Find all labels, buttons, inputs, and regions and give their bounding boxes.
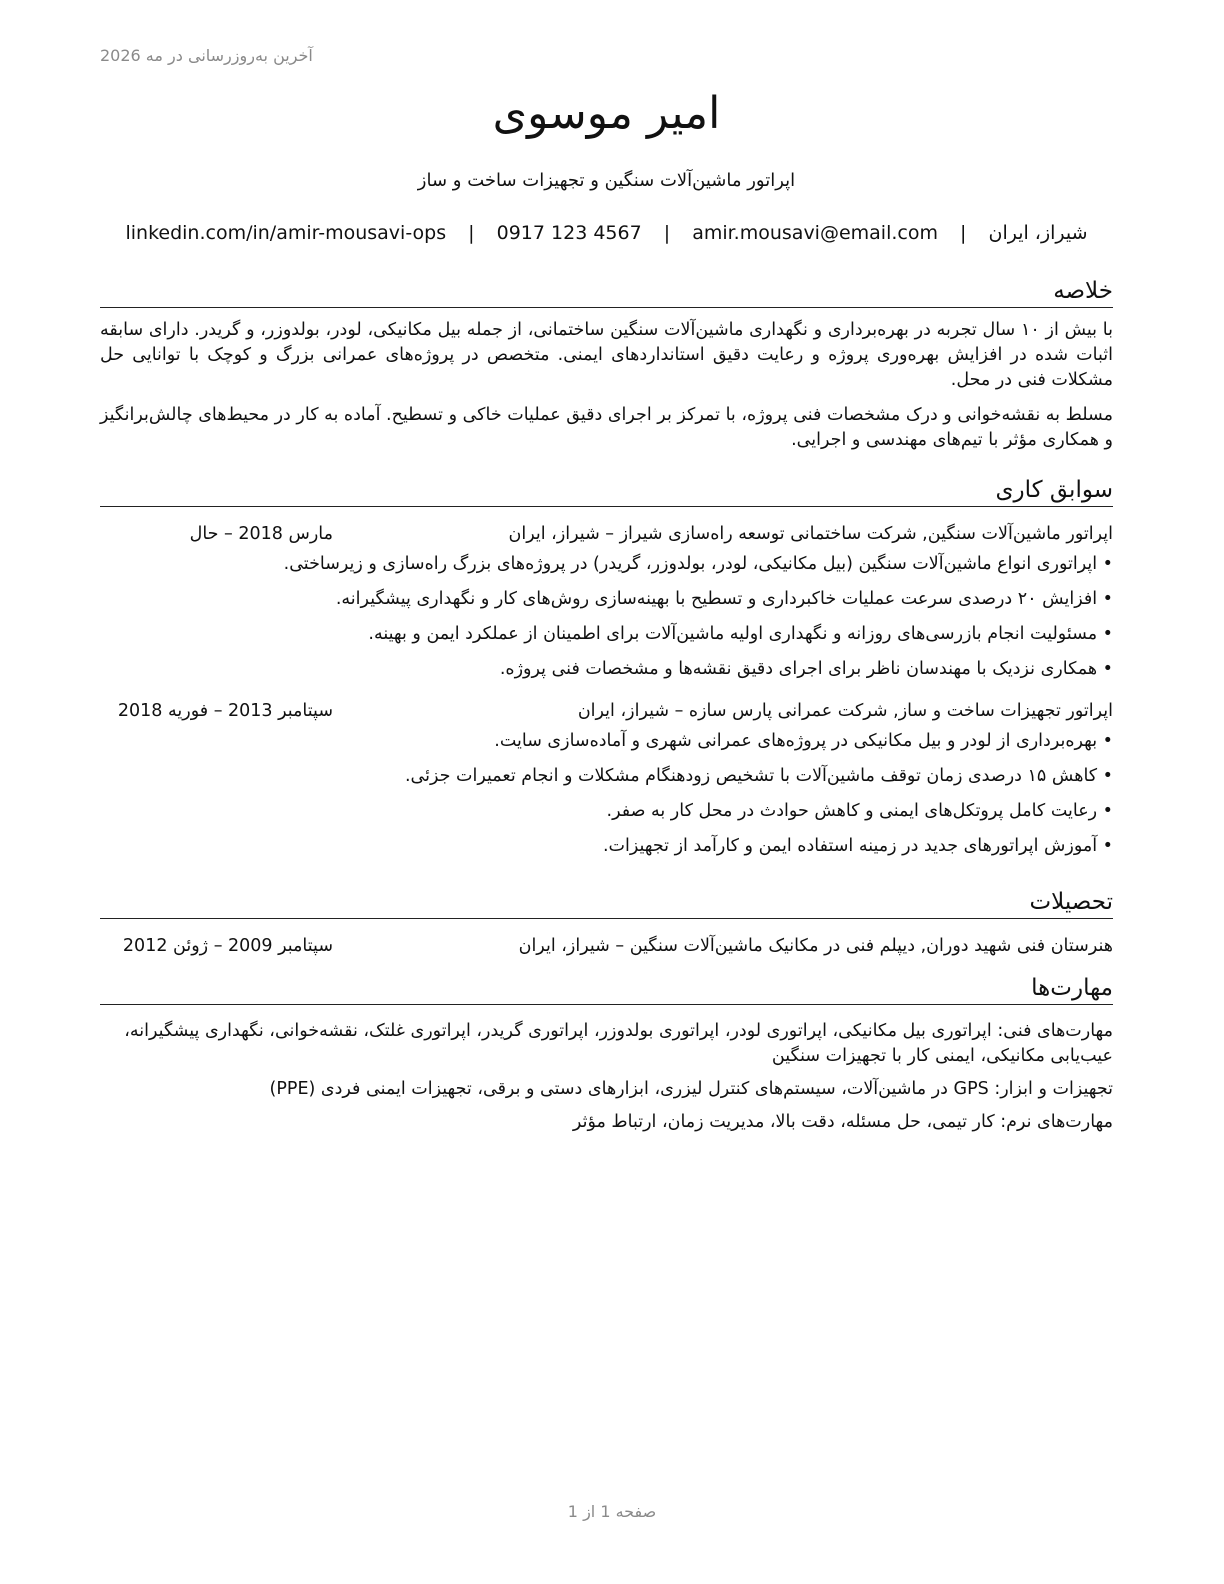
contact-email-link[interactable]: amir.mousavi@email.com [692, 222, 938, 244]
candidate-name: امیر موسوی [492, 88, 721, 139]
job-bullets [100, 728, 1113, 859]
section-title-summary: خلاصه [100, 276, 1113, 308]
contact-separator: | [960, 222, 967, 244]
summary-paragraph: با بیش از ۱۰ سال تجربه در بهره‌برداری و نگهداری ماشین‌آلات سنگین ساختمانی، از جمله بیل مکانیکی، لودر، بولدوزر، و گریدر. دارای سابقه اثبات شده در افزایش بهره‌وری پروژه و رعایت دقیق استانداردهای ایمنی. متخصص در پروژه‌های عمرانی بزرگ و کوچک با توانایی حل مشکلات فنی در محل. [100, 320, 1113, 390]
bullet-item: • آموزش اپراتورهای جدید در زمینه استفاده ایمن و کارآمد از تجهیزات. [100, 833, 1113, 859]
job-dates: سپتامبر 2013 – فوریه 2018 [117, 701, 333, 721]
skills-section [100, 973, 1113, 1135]
last-updated-text: آخرین به‌روزرسانی در مه 2026 [100, 46, 313, 65]
bullet-item: • افزایش ۲۰ درصدی سرعت عملیات خاکبرداری و تسطیح با بهینه‌سازی روش‌های کار و نگهداری پیشگیرانه. [100, 586, 1113, 612]
job-header [100, 521, 1113, 547]
education-dates: سپتامبر 2009 – ژوئن 2012 [122, 936, 333, 956]
job-header [100, 698, 1113, 724]
contact-phone: 0917 123 4567 [496, 222, 642, 244]
contact-location: شیراز، ایران [988, 222, 1088, 244]
contact-separator: | [468, 222, 475, 244]
bullet-item: • بهره‌برداری از لودر و بیل مکانیکی در پروژه‌های عمرانی شهری و آماده‌سازی سایت. [100, 728, 1113, 754]
bullet-item: • همکاری نزدیک با مهندسان ناظر برای اجرای دقیق نقشه‌ها و مشخصات فنی پروژه. [100, 656, 1113, 682]
contact-separator: | [663, 222, 671, 244]
education-degree: هنرستان فنی شهید دوران, دیپلم فنی در مکانیک ماشین‌آلات سنگین – شیراز، ایران [518, 936, 1113, 956]
job-dates: مارس 2018 – حال [189, 524, 333, 544]
bullet-item: • مسئولیت انجام بازرسی‌های روزانه و نگهداری اولیه ماشین‌آلات برای اطمینان از عملکرد ایمن و بهینه. [100, 621, 1113, 647]
section-title-education: تحصیلات [100, 887, 1113, 919]
skill-line: مهارت‌های نرم: کار تیمی، حل مسئله، دقت بالا، مدیریت زمان، ارتباط مؤثر [572, 1112, 1113, 1132]
job-role: اپراتور تجهیزات ساخت و ساز, شرکت عمرانی پارس سازه – شیراز، ایران [577, 701, 1113, 721]
resume-page [100, 0, 1113, 1584]
bullet-item: • اپراتوری انواع ماشین‌آلات سنگین (بیل مکانیکی، لودر، بولدوزر، گریدر) در پروژه‌های بزرگ راه‌سازی و زیرساختی. [100, 551, 1113, 577]
summary-section [100, 276, 1113, 453]
experience-section [100, 475, 1113, 859]
skill-line: مهارت‌های فنی: اپراتوری بیل مکانیکی، اپراتوری لودر، اپراتوری بولدوزر، اپراتوری گریدر، اپراتوری غلتک، نقشه‌خوانی، نگهداری پیشگیرانه، عیب‌یابی مکانیکی، ایمنی کار با تجهیزات سنگین [124, 1021, 1113, 1066]
job-bullets [100, 551, 1113, 682]
summary-paragraph: مسلط به نقشه‌خوانی و درک مشخصات فنی پروژه، با تمرکز بر اجرای دقیق عملیات خاکی و تسطیح. آماده به کار در محیط‌های چالش‌برانگیز و همکاری مؤثر با تیم‌های مهندسی و اجرایی. [100, 405, 1113, 450]
bullet-item: • رعایت کامل پروتکل‌های ایمنی و کاهش حوادث در محل کار به صفر. [100, 798, 1113, 824]
job-entry [100, 698, 1113, 859]
job-entry [100, 521, 1113, 682]
education-section [100, 887, 1113, 959]
section-title-experience: سوابق کاری [100, 475, 1113, 507]
job-role: اپراتور ماشین‌آلات سنگین, شرکت ساختمانی توسعه راه‌سازی شیراز – شیراز، ایران [508, 524, 1113, 544]
skill-line: تجهیزات و ابزار: GPS در ماشین‌آلات، سیستم‌های کنترل لیزری، ابزارهای دستی و برقی، تجهیزات ایمنی فردی (PPE) [269, 1079, 1113, 1099]
bullet-item: • کاهش ۱۵ درصدی زمان توقف ماشین‌آلات با تشخیص زودهنگام مشکلات و انجام تعمیرات جزئی. [100, 763, 1113, 789]
page-number: صفحه 1 از 1 [567, 1502, 657, 1521]
contact-linkedin-link[interactable]: linkedin.com/in/amir-mousavi-ops [125, 222, 447, 244]
job-headline: اپراتور ماشین‌آلات سنگین و تجهیزات ساخت و ساز [417, 170, 796, 191]
education-entry [100, 933, 1113, 959]
section-title-skills: مهارت‌ها [100, 973, 1113, 1005]
contact-line [100, 222, 1113, 244]
